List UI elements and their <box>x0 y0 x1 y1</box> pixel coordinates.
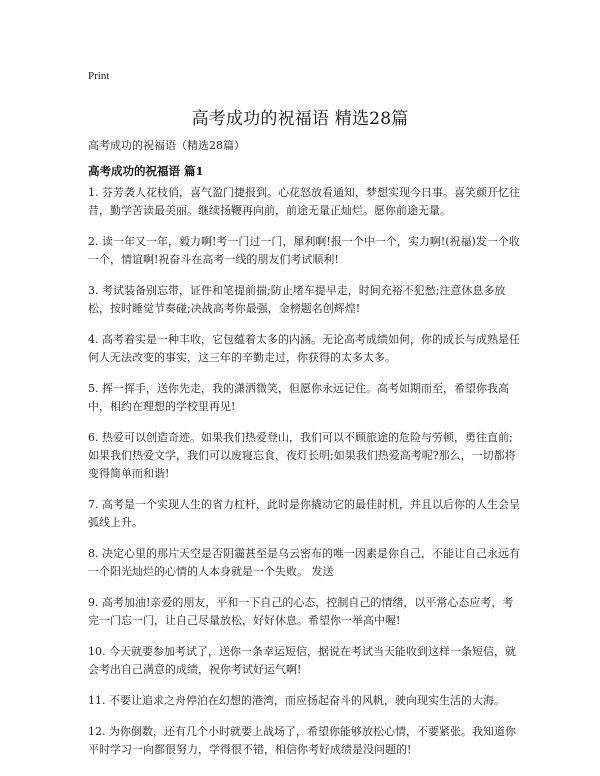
paragraph-list <box>88 184 520 772</box>
paragraph-10: 10. 今天就要参加考试了，送你一条幸运短信，据说在考试当天能收到这样一条短信，就会考出自己满意的成绩，祝你考试好运气啊! <box>88 645 516 676</box>
print-link[interactable]: Print <box>88 70 110 82</box>
page-title: 高考成功的祝福语 精选28篇 <box>191 109 409 129</box>
paragraph-3: 3. 考试装备别忘带，证件和笔提前揣;防止堵车提早走，时间充裕不犯愁;注意休息多放松，按时睡觉节奏碰;决战高考你最强，金榜题名创辉煌! <box>88 284 506 315</box>
paragraph-6: 6. 热爱可以创造奇迹。如果我们热爱登山，我们可以不顾旅途的危险与劳顿，勇往直前;如果我们热爱文学，我们可以废寝忘食，夜灯长明;如果我们热爱高考呢?那么，一切都将变得简单而和谐! <box>88 431 516 480</box>
paragraph-5: 5. 挥一挥手，送你先走，我的潇洒微笑，但愿你永远记住。高考如期而至，希望你我高中，相约在理想的学校里再见! <box>88 382 509 413</box>
paragraph-11: 11. 不要让追求之舟停泊在幻想的港湾，而应扬起奋斗的风帆，驶向现实生活的大海。 <box>88 694 505 707</box>
paragraph-1: 1. 芬芳袭人花枝俏，喜气盈门捷报到。心花怒放看通知，梦想实现今日事。喜笑颜开忆往昔，勤学苦读最美丽。继续扬鞭再向前，前途无量正灿烂。愿你前途无量。 <box>88 186 520 217</box>
paragraph-4: 4. 高考着实是一种丰收，它包蕴着太多的内涵。无论高考成绩如何，你的成长与成熟是任何人无法改变的事实，这三年的辛勤走过，你获得的太多太多。 <box>88 333 520 364</box>
paragraph-9: 9. 高考加油!亲爱的朋友，平和一下自己的心态，控制自己的情绪，以平常心态应考，考完一门忘一门，让自己尽量放松，好好休息。希望你一举高中喔! <box>88 596 514 627</box>
paragraph-2: 2. 读一年又一年，毅力啊!考一门过一门，犀利啊!报一个中一个，实力啊!(祝福)发一个收一个，情谊啊!祝奋斗在高考一线的朋友们考试顺利! <box>88 235 520 266</box>
paragraph-12: 12. 为你倒数，还有几个小时就要上战场了，希望你能够放松心情，不要紧张。我知道你平时学习一向都很努力，学得很不错，相信你考好成绩是没问题的! <box>88 725 516 756</box>
section-heading: 高考成功的祝福语 篇1 <box>88 164 204 178</box>
paragraph-7: 7. 高考是一个实现人生的省力杠杆，此时是你撬动它的最佳时机，并且以后你的人生会呈弧线上升。 <box>88 498 520 529</box>
paragraph-8: 8. 决定心里的那片天空是否阴霾甚至是乌云密布的唯一因素是你自己，不能让自己永远有一个阳光灿烂的心情的人本身就是一个失败。 发送 <box>88 547 520 578</box>
subtitle: 高考成功的祝福语（精选28篇） <box>88 139 245 152</box>
